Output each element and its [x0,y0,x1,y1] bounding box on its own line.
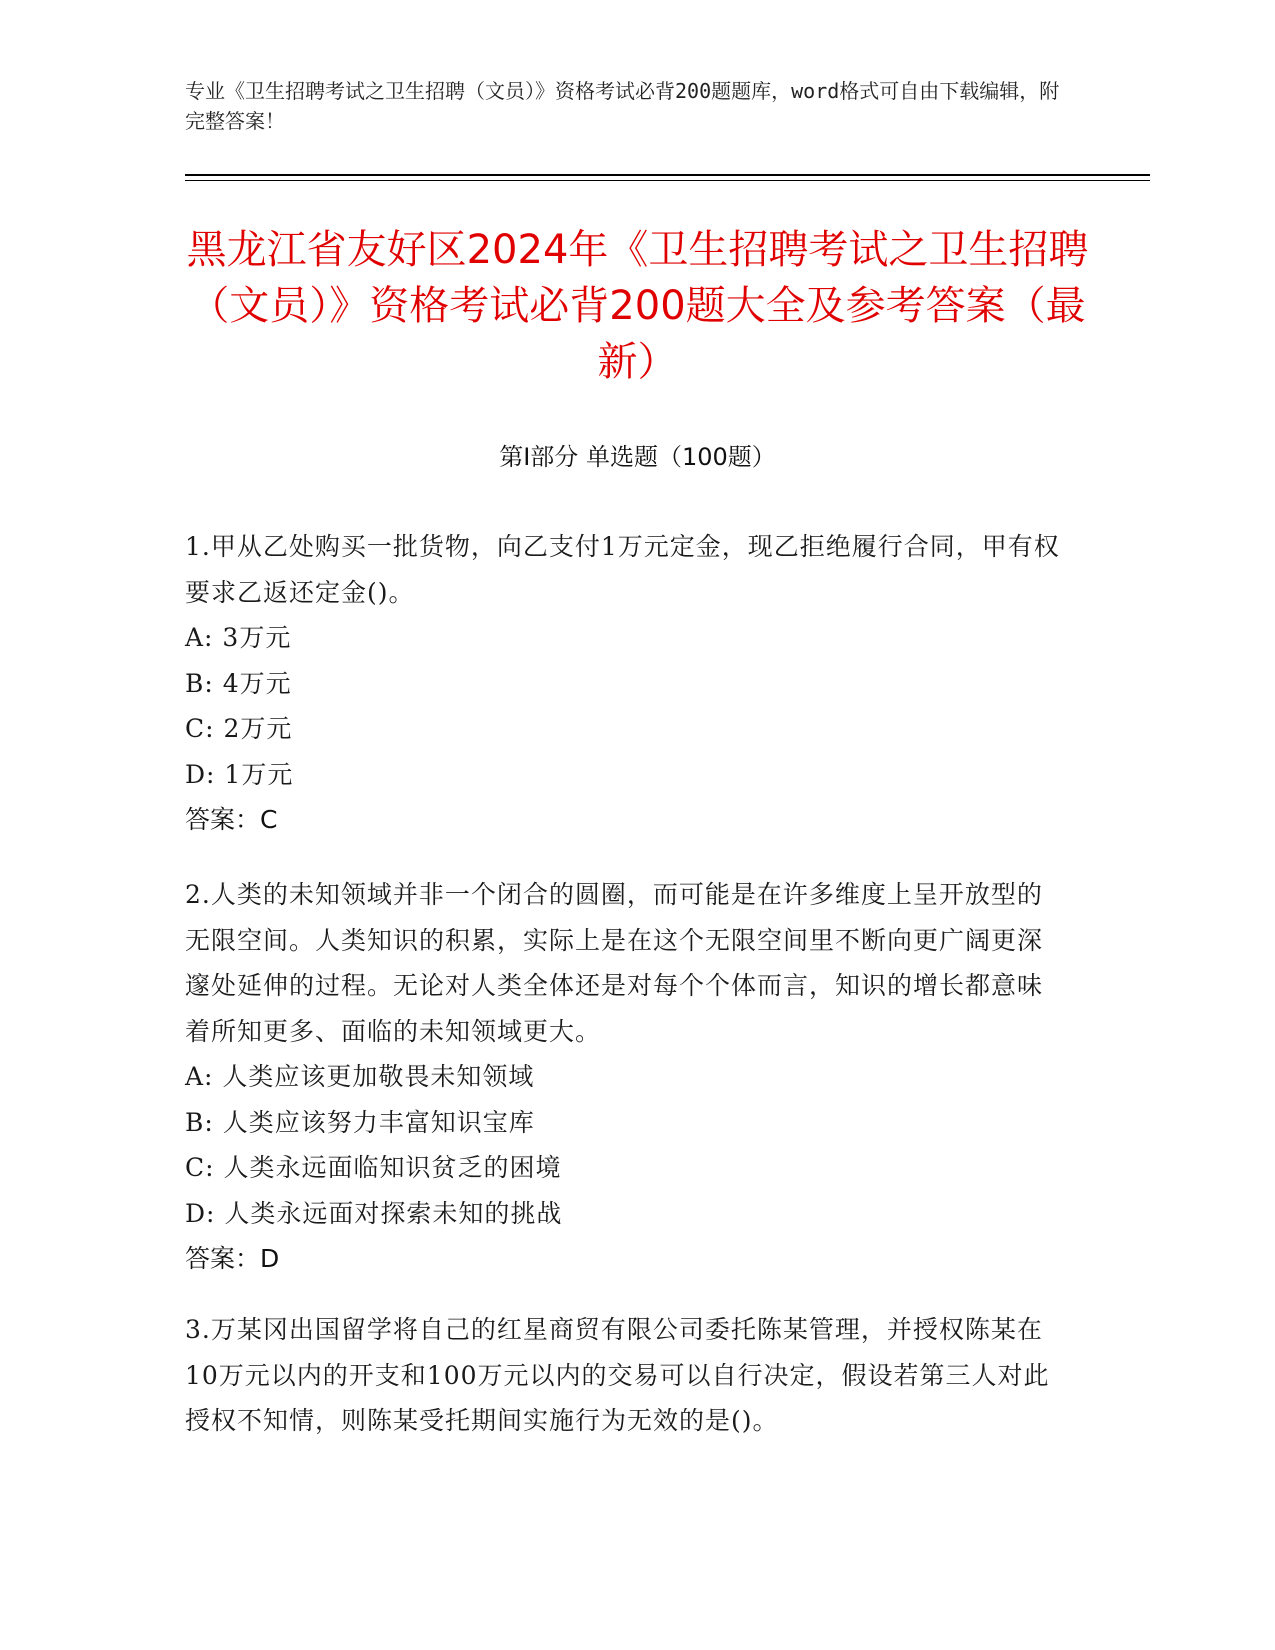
option-d: D: 1万元 [185,759,294,789]
header-divider-thick [185,174,1150,176]
option-b: B: 4万元 [185,668,292,698]
question-stem: 2.人类的未知领域并非一个闭合的圆圈，而可能是在许多维度上呈开放型的无限空间。人类知识的积累，实际上是在这个无限空间里不断向更广阔更深邃处延伸的过程。无论对人类全体还是对每个个体而言，知识的增长都意味着所知更多、面临的未知领域更大。 [185,880,1044,1046]
option-b: B: 人类应该努力丰富知识宝库 [185,1107,535,1137]
document-title: 黑龙江省友好区2024年《卫生招聘考试之卫生招聘（文员）》资格考试必背200题大全及参考答案（最新） [186,227,1089,385]
option-c: C: 人类永远面临知识贫乏的困境 [185,1153,562,1182]
question-stem: 3.万某冈出国留学将自己的红星商贸有限公司委托陈某管理，并授权陈某在10万元以内的开支和100万元以内的交易可以自行决定，假设若第三人对此授权不知情，则陈某受托期间实施行为无效的是()。 [185,1315,1050,1435]
question-3 [185,1307,1065,1444]
header-note: 专业《卫生招聘考试之卫生招聘（文员）》资格考试必背200题题库，word格式可自由下载编辑，附完整答案！ [185,79,1060,133]
question-1 [185,524,1065,843]
option-a: A: 人类应该更加敬畏未知领域 [185,1062,535,1091]
header-divider-thin [185,180,1150,181]
option-c: C: 2万元 [185,714,293,743]
answer-line: 答案：D [185,1244,280,1273]
question-2 [185,872,1065,1282]
section-heading: 第I部分 单选题（100题） [499,443,776,471]
option-d: D: 人类永远面对探索未知的挑战 [185,1198,563,1228]
option-a: A: 3万元 [185,623,292,652]
answer-line: 答案：C [185,805,278,834]
question-stem: 1.甲从乙处购买一批货物，向乙支付1万元定金，现乙拒绝履行合同，甲有权要求乙返还定金()。 [185,532,1060,607]
